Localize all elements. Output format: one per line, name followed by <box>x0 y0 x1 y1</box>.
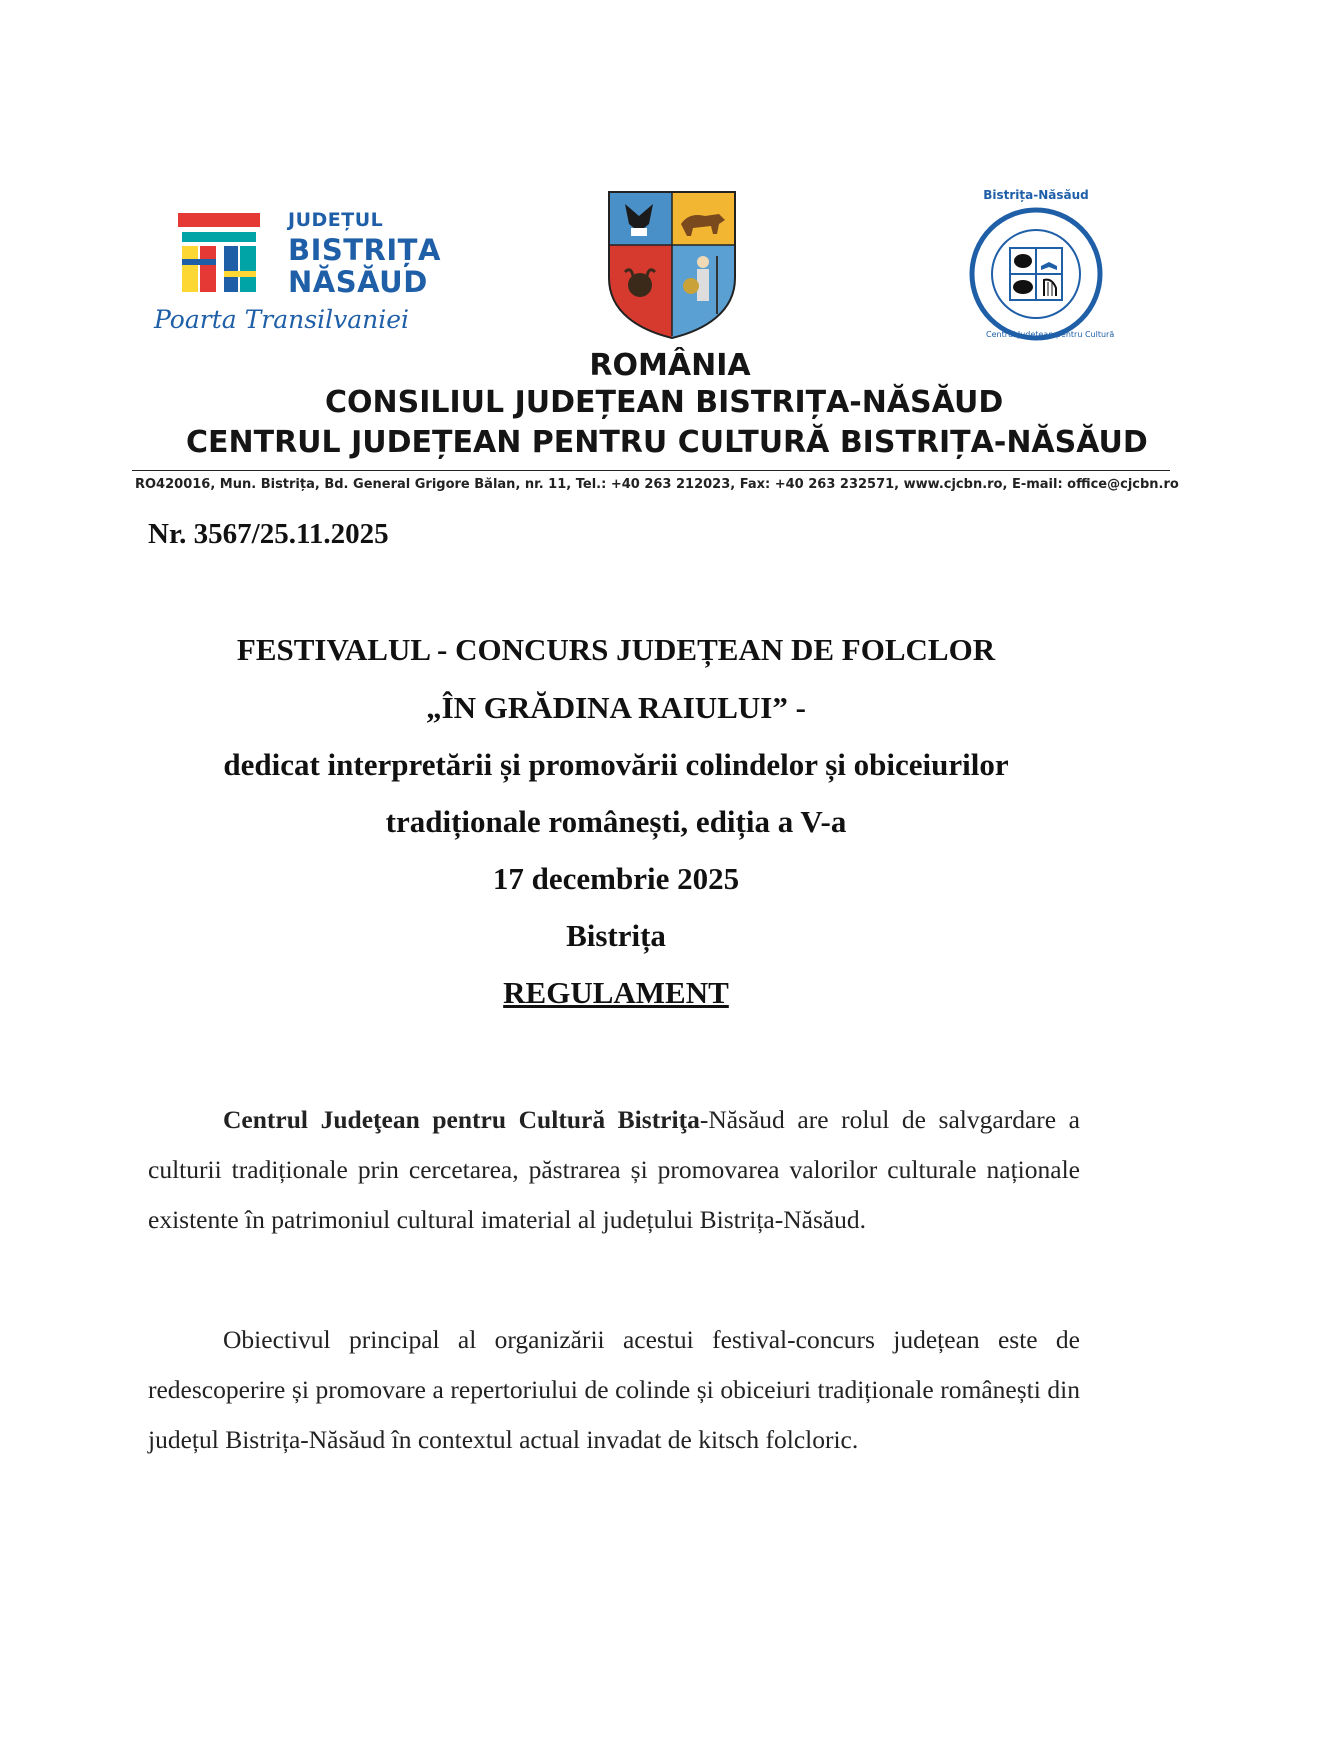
county-logo <box>150 205 470 345</box>
county-logo-line1: JUDEȚUL <box>288 209 384 231</box>
center-name: CENTRUL JUDEȚEAN PENTRU CULTURĂ BISTRIȚA-NĂSĂUD <box>186 425 1148 460</box>
seal-ring-text: Centrul Județean pentru Cultură <box>986 330 1115 339</box>
county-logo-line2: BISTRIȚA <box>288 233 441 267</box>
contact-line: RO420016, Mun. Bistrița, Bd. General Grigore Bălan, nr. 11, Tel.: +40 263 212023, Fax: +40 263 232571, www.cjcbn.ro, E-mail: office@cjcbn.ro <box>135 477 1179 492</box>
paragraph-role <box>148 1095 1080 1245</box>
county-logo-line3: NĂSĂUD <box>288 265 428 299</box>
header-divider <box>132 470 1170 471</box>
title-line-regulation: REGULAMENT <box>503 975 729 1010</box>
culture-center-seal <box>958 188 1115 348</box>
country-name: ROMÂNIA <box>589 348 751 383</box>
paragraph-role-lead: Centrul Judeţean pentru Cultură Bistriţa <box>223 1105 700 1134</box>
paragraph-role-text: -Năsăud are rolul de salvgardare a culturii tradiționale prin cercetarea, păstrarea și promovarea valorilor culturale naționale existente în patrimoniul cultural imaterial al județului Bistrița-Năsăud. <box>148 1105 1080 1234</box>
title-line-name: „ÎN GRĂDINA RAIULUI” - <box>426 690 806 725</box>
title-line-festival: FESTIVALUL - CONCURS JUDEȚEAN DE FOLCLOR <box>236 632 996 667</box>
title-line-date: 17 decembrie 2025 <box>492 861 740 896</box>
document-number: Nr. 3567/25.11.2025 <box>148 518 389 550</box>
county-slogan: Poarta Transilvaniei <box>154 305 409 334</box>
county-coat-of-arms-icon <box>607 190 737 340</box>
paragraph-objective: Obiectivul principal al organizării acestui festival-concurs județean este de redescoperire și promovare a repertoriului de colinde și obiceiuri tradiționale românești din județul Bistrița-Năsăud în contextul actual invadat de kitsch folcloric. <box>148 1325 1080 1454</box>
culture-center-seal-icon <box>958 192 1114 348</box>
title-line-dedication: dedicat interpretării și promovării colindelor și obiceiurilor <box>223 747 1009 782</box>
county-logo-mark-icon <box>178 213 274 297</box>
title-line-edition: tradiționale românești, ediția a V-a <box>385 804 847 839</box>
seal-top-text: Bistrița-Năsăud <box>983 188 1089 202</box>
council-name: CONSILIUL JUDEȚEAN BISTRIȚA-NĂSĂUD <box>325 385 1004 420</box>
title-line-location: Bistrița <box>566 918 666 953</box>
